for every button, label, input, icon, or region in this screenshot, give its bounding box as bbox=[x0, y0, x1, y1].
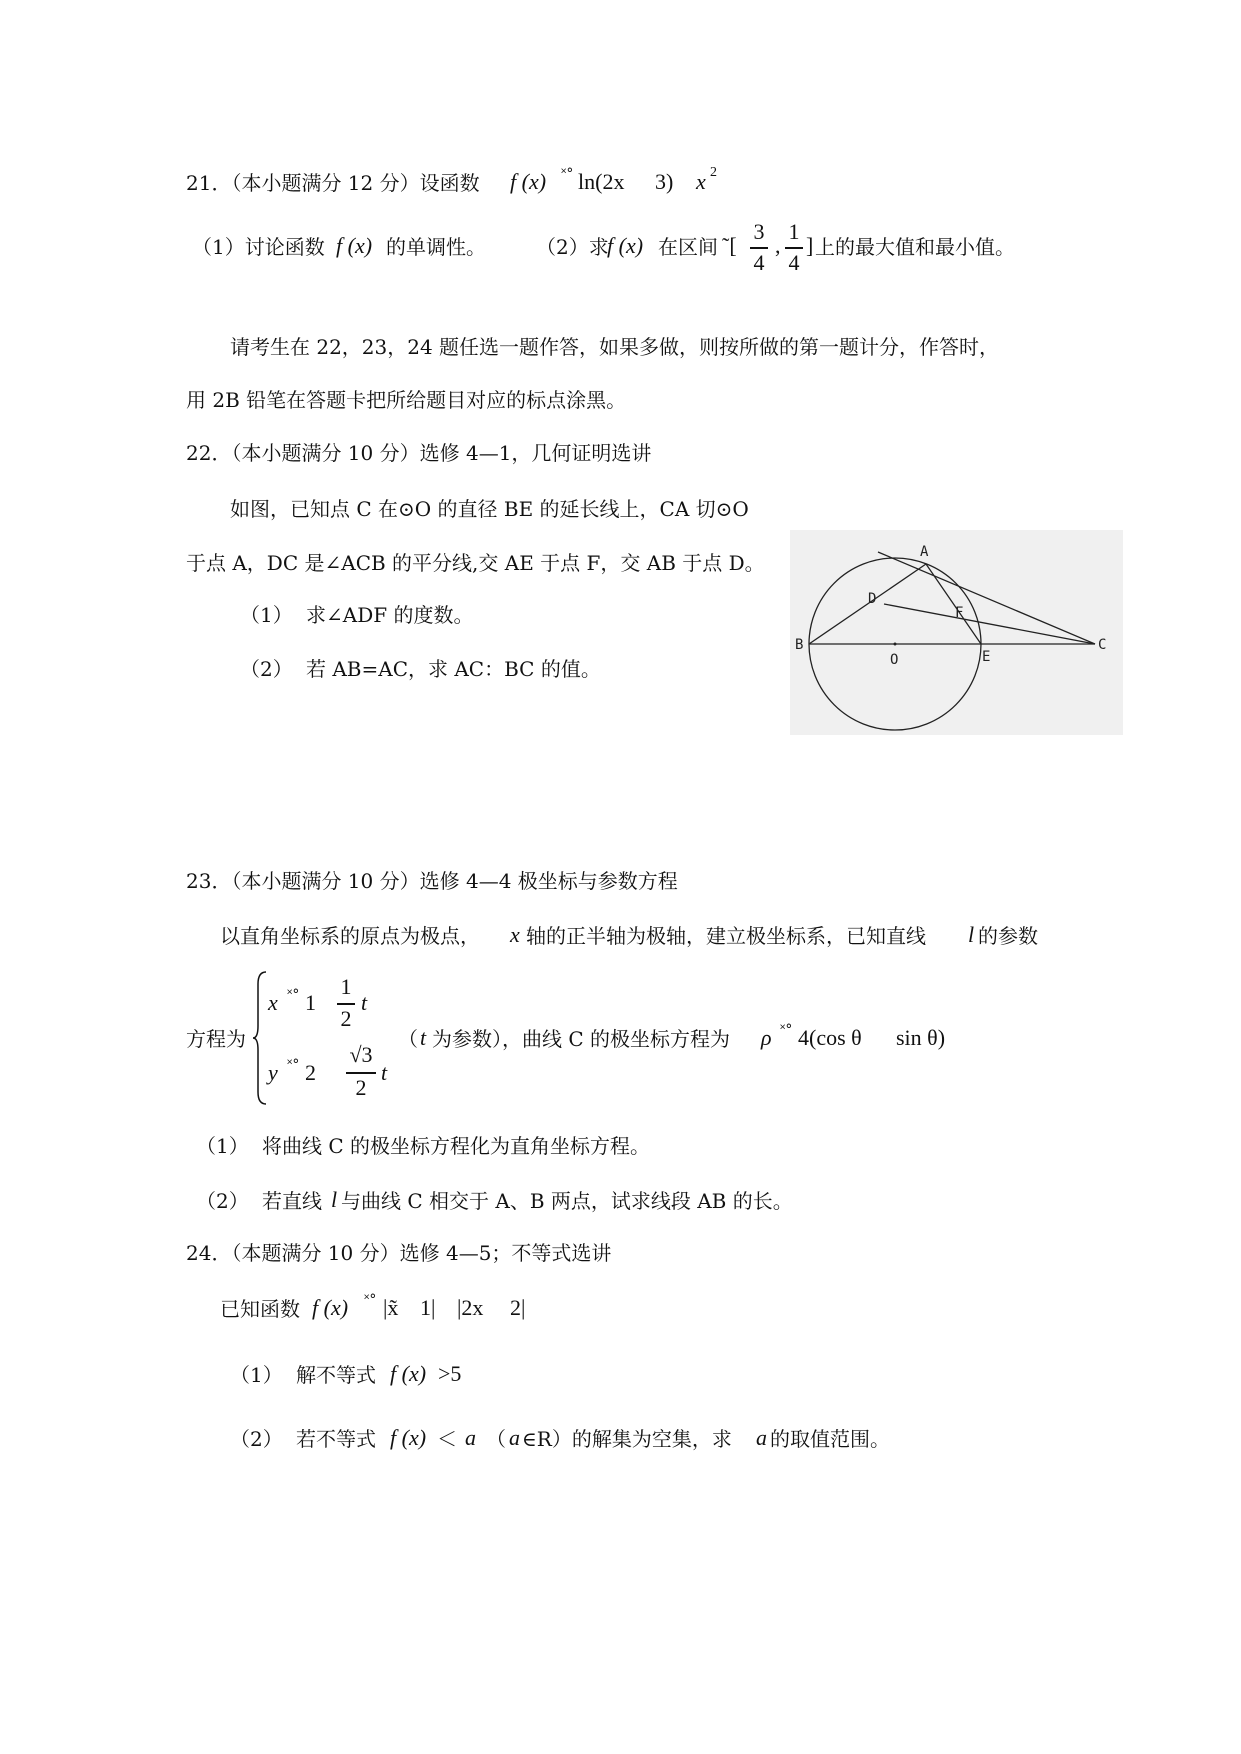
q23-part2-b: 与曲线 C 相交于 A、B 两点，试求线段 AB 的长。 bbox=[341, 1189, 793, 1213]
q24-abs1: |x̃ bbox=[383, 1295, 399, 1320]
q21-frac1-bar bbox=[750, 247, 768, 249]
q24-line1-garble: ˟° bbox=[364, 1292, 377, 1308]
center-dot bbox=[894, 643, 897, 646]
label-b: B bbox=[795, 637, 804, 653]
q21-part1-a: （1）讨论函数 bbox=[192, 235, 325, 259]
q21-frac2-bar bbox=[785, 247, 803, 249]
q22-part1-num: （1） bbox=[240, 603, 293, 627]
q21-header: 21．（本小题满分 12 分）设函数 bbox=[186, 171, 480, 195]
label-f: F bbox=[955, 605, 964, 621]
q23-eq2-num: √3 bbox=[349, 1042, 373, 1067]
system-brace bbox=[252, 970, 268, 1106]
q24-line1-a: 已知函数 bbox=[220, 1297, 300, 1321]
q24-part2-num: （2） bbox=[230, 1427, 283, 1451]
q23-eq1-num: 1 bbox=[340, 974, 352, 999]
q23-eq2-bar bbox=[346, 1072, 376, 1074]
chord-ae bbox=[926, 564, 981, 644]
q21-frac2-num: 1 bbox=[788, 219, 800, 244]
q21-func-rhs2: 3) bbox=[655, 169, 674, 194]
q23-line2-a: 方程为 bbox=[186, 1027, 246, 1051]
q24-part1-num: （1） bbox=[230, 1363, 283, 1387]
q21-frac1-num: 3 bbox=[753, 219, 765, 244]
label-e: E bbox=[982, 649, 991, 665]
q23-param-a: （ bbox=[398, 1027, 418, 1051]
q24-abs2: |2x bbox=[457, 1295, 484, 1320]
q23-part2-a: 若直线 bbox=[262, 1189, 322, 1213]
q23-eq2-lhs: y bbox=[268, 1060, 278, 1085]
q23-eq2-garble: ˟° bbox=[287, 1057, 300, 1073]
q24-part2-d: ∈R）的解集为空集，求 bbox=[522, 1427, 732, 1451]
q23-eq2-t: t bbox=[381, 1060, 388, 1085]
q21-func-exp: 2 bbox=[710, 165, 717, 180]
label-d: D bbox=[868, 591, 877, 607]
q24-part2-e: 的取值范围。 bbox=[770, 1427, 890, 1451]
q21-part1-f: f (x) bbox=[336, 233, 373, 258]
q21-part2-a: （2）求 bbox=[536, 235, 609, 259]
label-c: C bbox=[1098, 637, 1107, 653]
q23-rho-garble: ˟° bbox=[780, 1022, 793, 1038]
q24-part2-var: a bbox=[465, 1425, 476, 1450]
q21-func-lhs: f (x) bbox=[510, 169, 547, 194]
q23-line1-a: 以直角坐标系的原点为极点， bbox=[220, 924, 480, 948]
circle-tangent-diagram bbox=[790, 530, 1123, 735]
tangent-ca bbox=[878, 552, 1095, 644]
q21-part2-f: f (x) bbox=[607, 233, 644, 258]
q23-part2-num: （2） bbox=[196, 1189, 249, 1213]
q24-part1-a: 解不等式 bbox=[296, 1363, 376, 1387]
q24-part2-b: ＜ bbox=[437, 1427, 457, 1451]
q21-func-x: x bbox=[696, 169, 706, 194]
q24-part1-b: >5 bbox=[438, 1361, 462, 1386]
q21-interval-close: ] bbox=[806, 233, 814, 258]
q23-eq1-den: 2 bbox=[340, 1006, 352, 1031]
q23-part1-num: （1） bbox=[196, 1134, 249, 1158]
q21-frac1-den: 4 bbox=[753, 250, 765, 275]
q21-func-rhs: ln(2x bbox=[578, 169, 625, 194]
q23-part2-l: l bbox=[331, 1187, 338, 1212]
q23-eq1-garble: ˟° bbox=[287, 987, 300, 1003]
q23-eq1-const: 1 bbox=[305, 990, 316, 1015]
q21-part2-b: 在区间 bbox=[658, 235, 718, 259]
q23-eq1-t: t bbox=[361, 990, 368, 1015]
q23-line1-b: 轴的正半轴为极轴，建立极坐标系，已知直线 bbox=[526, 924, 926, 948]
q21-frac2-den: 4 bbox=[788, 250, 800, 275]
bisector-dc bbox=[884, 604, 1095, 644]
q23-line1-l: l bbox=[968, 922, 975, 947]
label-a: A bbox=[920, 544, 929, 560]
q21-part2-c: 上的最大值和最小值。 bbox=[815, 235, 1015, 259]
q23-part1: 将曲线 C 的极坐标方程化为直角坐标方程。 bbox=[262, 1134, 651, 1158]
q21-part1-b: 的单调性。 bbox=[386, 235, 486, 259]
q22-part2: 若 AB=AC，求 AC：BC 的值。 bbox=[306, 657, 601, 681]
q24-part2-var2: a bbox=[509, 1425, 520, 1450]
q23-param-b: 为参数），曲线 C 的极坐标方程为 bbox=[432, 1027, 731, 1051]
q24-line1-f: f (x) bbox=[312, 1295, 349, 1320]
q23-rho-rhs: 4(cos θ bbox=[798, 1025, 862, 1050]
q21-func-garble: ˟° bbox=[561, 166, 574, 182]
q21-comma: , bbox=[775, 233, 781, 258]
q23-eq2-const: 2 bbox=[305, 1060, 316, 1085]
q24-part2-var3: a bbox=[756, 1425, 767, 1450]
q22-line2: 于点 A，DC 是∠ACB 的平分线,交 AE 于点 F，交 AB 于点 D。 bbox=[186, 551, 765, 575]
note-line1: 请考生在 22，23，24 题任选一题作答，如果多做，则按所做的第一题计分，作答时， bbox=[230, 335, 1000, 359]
q23-eq2-den: 2 bbox=[355, 1075, 367, 1100]
q23-header: 23．（本小题满分 10 分）选修 4—4 极坐标与参数方程 bbox=[186, 869, 678, 893]
q23-eq1-lhs: x bbox=[268, 990, 278, 1015]
q23-line1-x: x bbox=[510, 922, 520, 947]
q22-line1: 如图，已知点 C 在⊙O 的直径 BE 的延长线上，CA 切⊙O bbox=[230, 497, 749, 521]
q24-abs1b: 1| bbox=[420, 1295, 436, 1320]
q24-part2-f: f (x) bbox=[390, 1425, 427, 1450]
q23-rho: ρ bbox=[761, 1025, 772, 1050]
q23-rho-rhs2: sin θ) bbox=[896, 1025, 946, 1050]
q24-part2-a: 若不等式 bbox=[296, 1427, 376, 1451]
q24-abs2b: 2| bbox=[510, 1295, 526, 1320]
q23-param-t: t bbox=[420, 1025, 427, 1050]
q23-eq1-bar bbox=[337, 1003, 355, 1005]
q24-part1-f: f (x) bbox=[390, 1361, 427, 1386]
q22-part2-num: （2） bbox=[240, 657, 293, 681]
label-o: O bbox=[890, 652, 899, 668]
q21-interval-open: ˜[ bbox=[722, 233, 737, 258]
q24-header: 24．（本题满分 10 分）选修 4—5；不等式选讲 bbox=[186, 1241, 612, 1265]
q22-header: 22．（本小题满分 10 分）选修 4—1，几何证明选讲 bbox=[186, 441, 652, 465]
q22-part1: 求∠ADF 的度数。 bbox=[306, 603, 474, 627]
q24-part2-c: （ bbox=[486, 1427, 506, 1451]
geometry-figure bbox=[790, 530, 1123, 735]
note-line2: 用 2B 铅笔在答题卡把所给题目对应的标点涂黑。 bbox=[186, 388, 627, 412]
q23-line1-c: 的参数 bbox=[978, 924, 1038, 948]
